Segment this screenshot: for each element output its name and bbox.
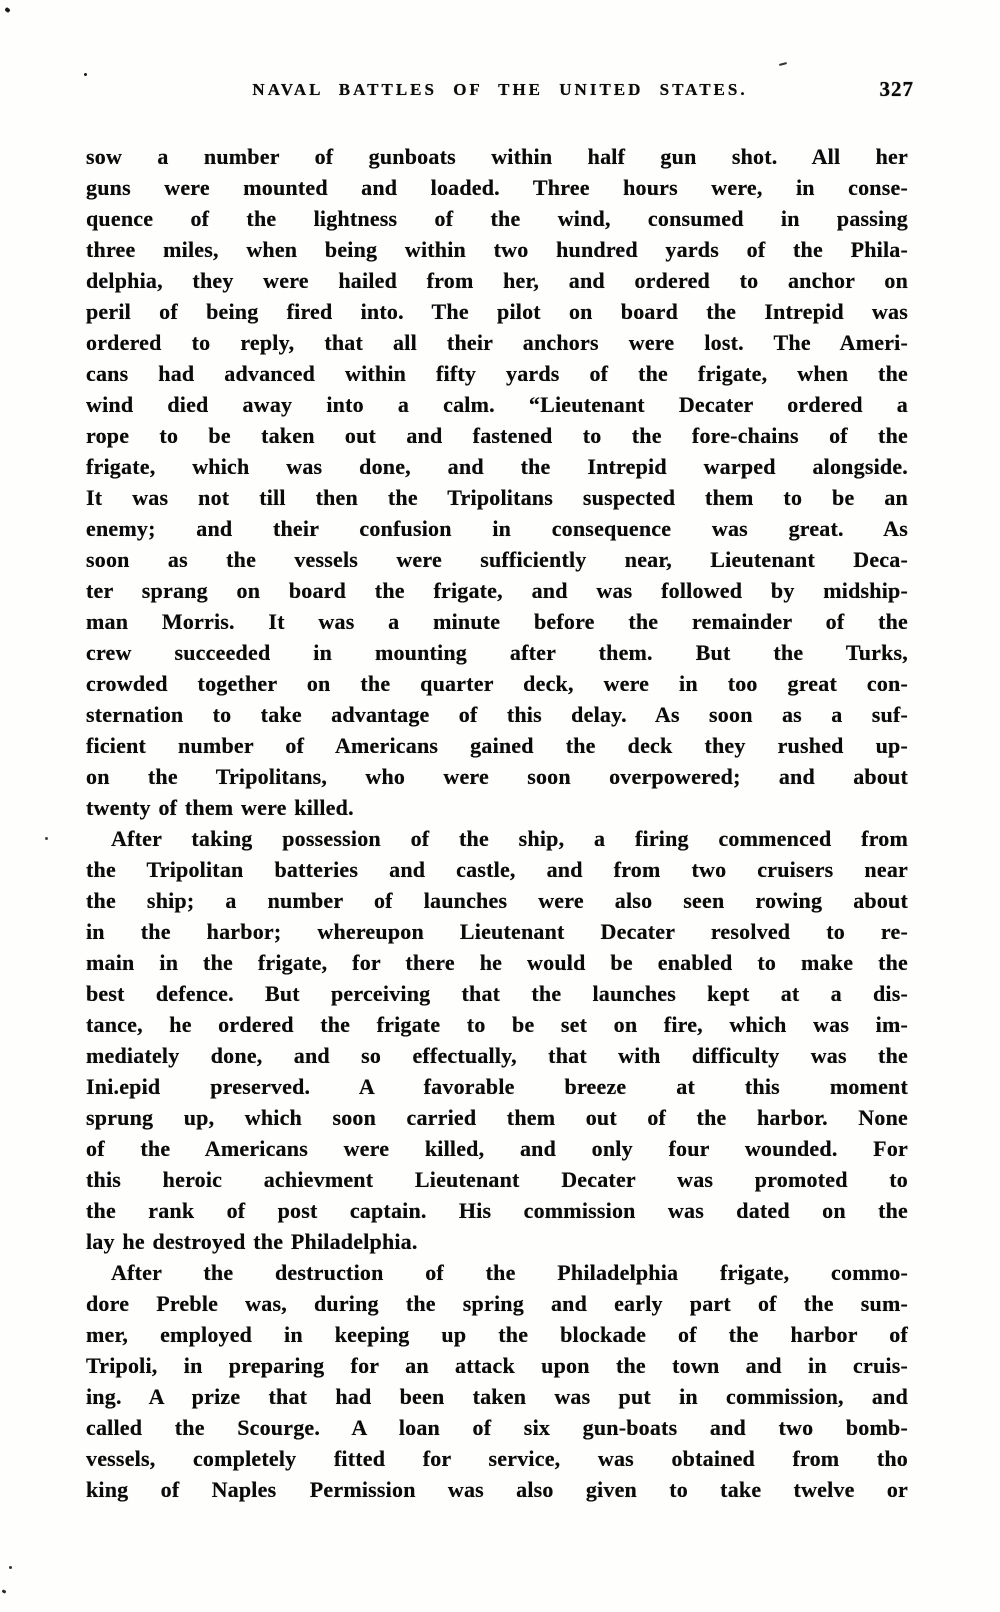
text-line: this heroic achievment Lieutenant Decater was promoted to	[86, 1167, 908, 1192]
text-line: guns were mounted and loaded. Three hours were, in conse-	[86, 175, 908, 200]
text-line: Tripoli, in preparing for an attack upon the town and in cruis-	[86, 1353, 908, 1378]
text-line: enemy; and their confusion in consequence was great. As	[86, 516, 908, 541]
text-line: in the harbor; whereupon Lieutenant Decater resolved to re-	[86, 919, 908, 944]
text-line: sternation to take advantage of this delay. As soon as a suf-	[86, 702, 908, 727]
text-line: crew succeeded in mounting after them. But the Turks,	[86, 640, 908, 665]
text-line: wind died away into a calm. “Lieutenant Decater ordered a	[86, 392, 908, 417]
text-line: mediately done, and so effectually, that with difficulty was the	[86, 1043, 908, 1068]
text-line: twenty of them were killed.	[86, 795, 354, 820]
body-text-block	[86, 141, 908, 1505]
text-line: called the Scourge. A loan of six gun-boats and two bomb-	[86, 1415, 908, 1440]
text-line: of the Americans were killed, and only four wounded. For	[86, 1136, 908, 1161]
text-line: After the destruction of the Philadelphia frigate, commo-	[111, 1260, 908, 1285]
text-line: three miles, when being within two hundred yards of the Phila-	[86, 237, 908, 262]
text-line: frigate, which was done, and the Intrepid warped alongside.	[86, 454, 908, 479]
text-line: soon as the vessels were sufficiently near, Lieutenant Deca-	[86, 547, 908, 572]
text-line: It was not till then the Tripolitans suspected them to be an	[86, 485, 908, 510]
text-line: vessels, completely fitted for service, was obtained from tho	[86, 1446, 908, 1471]
scan-speck	[84, 73, 87, 76]
text-line: king of Naples Permission was also given to take twelve or	[86, 1477, 908, 1502]
text-line: lay he destroyed the Philadelphia.	[86, 1229, 418, 1254]
page-number: 327	[879, 77, 914, 101]
text-line: sprung up, which soon carried them out of the harbor. None	[86, 1105, 908, 1130]
text-line: cans had advanced within fifty yards of the frigate, when the	[86, 361, 908, 386]
text-line: delphia, they were hailed from her, and ordered to anchor on	[86, 268, 908, 293]
text-line: quence of the lightness of the wind, consumed in passing	[86, 206, 908, 231]
text-line: ter sprang on board the frigate, and was followed by midship-	[86, 578, 908, 603]
text-line: ordered to reply, that all their anchors were lost. The Ameri-	[86, 330, 908, 355]
scan-speck	[45, 837, 48, 840]
text-line: tance, he ordered the frigate to be set on fire, which was im-	[86, 1012, 908, 1037]
text-line: man Morris. It was a minute before the remainder of the	[86, 609, 908, 634]
text-line: After taking possession of the ship, a firing commenced from	[111, 826, 908, 851]
text-line: the ship; a number of launches were also seen rowing about	[86, 888, 908, 913]
running-title: NAVAL BATTLES OF THE UNITED STATES.	[252, 80, 748, 99]
text-line: mer, employed in keeping up the blockade of the harbor of	[86, 1322, 908, 1347]
text-line: ficient number of Americans gained the deck they rushed up-	[86, 733, 908, 758]
scan-speck	[779, 62, 787, 66]
text-line: best defence. But perceiving that the launches kept at a dis-	[86, 981, 908, 1006]
text-line: on the Tripolitans, who were soon overpowered; and about	[86, 764, 908, 789]
scan-speck	[2, 1589, 7, 1594]
text-line: crowded together on the quarter deck, were in too great con-	[86, 671, 908, 696]
text-line: the rank of post captain. His commission was dated on the	[86, 1198, 908, 1223]
text-line: rope to be taken out and fastened to the fore-chains of the	[86, 423, 908, 448]
text-line: ing. A prize that had been taken was put in commission, and	[86, 1384, 908, 1409]
text-line: the Tripolitan batteries and castle, and from two cruisers near	[86, 857, 908, 882]
scan-speck	[9, 1566, 12, 1569]
text-line: main in the frigate, for there he would be enabled to make the	[86, 950, 908, 975]
running-header	[0, 77, 1000, 106]
text-line: sow a number of gunboats within half gun shot. All her	[86, 144, 908, 169]
text-line: peril of being fired into. The pilot on board the Intrepid was	[86, 299, 908, 324]
scan-speck	[4, 7, 10, 13]
text-line: Ini.epid preserved. A favorable breeze at this moment	[86, 1074, 908, 1099]
text-line: dore Preble was, during the spring and early part of the sum-	[86, 1291, 908, 1316]
